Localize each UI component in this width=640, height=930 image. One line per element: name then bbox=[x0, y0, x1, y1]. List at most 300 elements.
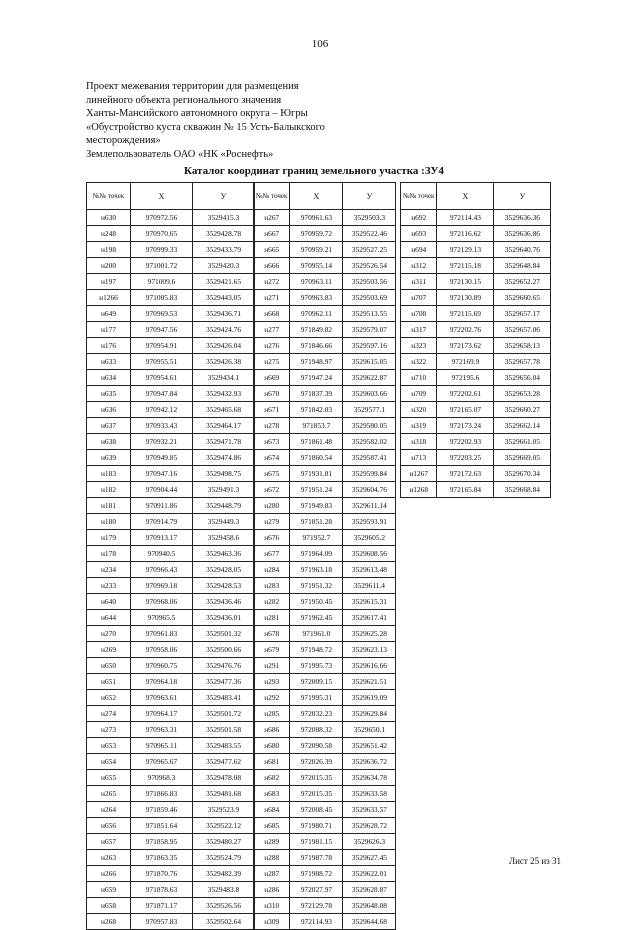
point-id: н650 bbox=[87, 658, 131, 674]
table-row bbox=[87, 866, 255, 882]
table-row bbox=[87, 482, 255, 498]
y-coordinate: 3529498.75 bbox=[193, 466, 255, 482]
x-coordinate: 971846.66 bbox=[290, 338, 343, 354]
y-coordinate: 3529428.78 bbox=[193, 226, 255, 242]
x-coordinate: 972015.35 bbox=[290, 786, 343, 802]
header-line: линейного объекта регионального значения bbox=[86, 94, 282, 106]
x-coordinate: 970969.18 bbox=[131, 578, 193, 594]
table-row bbox=[254, 738, 396, 754]
header-line: месторождения» bbox=[86, 135, 161, 147]
y-coordinate: 3529480.27 bbox=[193, 834, 255, 850]
x-coordinate: 971853.7 bbox=[290, 418, 343, 434]
x-coordinate: 972114.93 bbox=[290, 914, 343, 930]
y-coordinate: 3529482.39 bbox=[193, 866, 255, 882]
point-id: н685 bbox=[254, 818, 290, 834]
table-row bbox=[254, 498, 396, 514]
x-coordinate: 970970.65 bbox=[131, 226, 193, 242]
y-coordinate: 3529501.58 bbox=[193, 722, 255, 738]
y-coordinate: 3529636.86 bbox=[494, 226, 551, 242]
point-id: н320 bbox=[401, 402, 437, 418]
y-coordinate: 3529611.4 bbox=[343, 578, 396, 594]
point-id: н644 bbox=[87, 610, 131, 626]
y-coordinate: 3529426.04 bbox=[193, 338, 255, 354]
point-id: н198 bbox=[87, 242, 131, 258]
point-id: н264 bbox=[87, 802, 131, 818]
x-coordinate: 972203.25 bbox=[437, 450, 494, 466]
x-coordinate: 970904.44 bbox=[131, 482, 193, 498]
x-coordinate: 972202.93 bbox=[437, 434, 494, 450]
table-row bbox=[87, 370, 255, 386]
y-coordinate: 3529650.1 bbox=[343, 722, 396, 738]
point-id: н710 bbox=[401, 370, 437, 386]
column-header-y: У bbox=[494, 183, 551, 210]
point-id: н271 bbox=[254, 290, 290, 306]
x-coordinate: 972173.24 bbox=[437, 418, 494, 434]
table-row bbox=[401, 306, 551, 322]
y-coordinate: 3529615.31 bbox=[343, 594, 396, 610]
y-coordinate: 3529615.05 bbox=[343, 354, 396, 370]
y-coordinate: 3529522.12 bbox=[193, 818, 255, 834]
y-coordinate: 3529622.01 bbox=[343, 866, 396, 882]
x-coordinate: 970963.11 bbox=[290, 274, 343, 290]
y-coordinate: 3529434.1 bbox=[193, 370, 255, 386]
x-coordinate: 972090.58 bbox=[290, 738, 343, 754]
point-id: н668 bbox=[254, 306, 290, 322]
table-row bbox=[254, 450, 396, 466]
table-row bbox=[254, 690, 396, 706]
table-row bbox=[87, 754, 255, 770]
y-coordinate: 3529668.84 bbox=[494, 482, 551, 498]
x-coordinate: 970968.3 bbox=[131, 770, 193, 786]
table-row bbox=[254, 562, 396, 578]
point-id: н183 bbox=[87, 466, 131, 482]
point-id: н681 bbox=[254, 754, 290, 770]
table-row bbox=[254, 578, 396, 594]
coordinates-table-1 bbox=[86, 182, 255, 930]
y-coordinate: 3529579.07 bbox=[343, 322, 396, 338]
point-id: н283 bbox=[254, 578, 290, 594]
x-coordinate: 972165.07 bbox=[437, 402, 494, 418]
y-coordinate: 3529587.41 bbox=[343, 450, 396, 466]
y-coordinate: 3529621.51 bbox=[343, 674, 396, 690]
table-row bbox=[254, 770, 396, 786]
y-coordinate: 3529415.3 bbox=[193, 210, 255, 226]
x-coordinate: 972169.9 bbox=[437, 354, 494, 370]
y-coordinate: 3529477.36 bbox=[193, 674, 255, 690]
point-id: н1268 bbox=[401, 482, 437, 498]
column-header-x: X bbox=[437, 183, 494, 210]
table-row bbox=[254, 866, 396, 882]
point-id: н293 bbox=[254, 674, 290, 690]
y-coordinate: 3529476.76 bbox=[193, 658, 255, 674]
point-id: н180 bbox=[87, 514, 131, 530]
table-row bbox=[401, 370, 551, 386]
y-coordinate: 3529626.3 bbox=[343, 834, 396, 850]
point-id: н248 bbox=[87, 226, 131, 242]
x-coordinate: 971005.83 bbox=[131, 290, 193, 306]
y-coordinate: 3529660.65 bbox=[494, 290, 551, 306]
x-coordinate: 971001.72 bbox=[131, 258, 193, 274]
x-coordinate: 971964.09 bbox=[290, 546, 343, 562]
y-coordinate: 3529433.79 bbox=[193, 242, 255, 258]
table-header-row bbox=[254, 183, 396, 210]
x-coordinate: 972114.43 bbox=[437, 210, 494, 226]
y-coordinate: 3529657.78 bbox=[494, 354, 551, 370]
point-id: н178 bbox=[87, 546, 131, 562]
y-coordinate: 3529463.36 bbox=[193, 546, 255, 562]
x-coordinate: 972088.32 bbox=[290, 722, 343, 738]
x-coordinate: 971849.82 bbox=[290, 322, 343, 338]
point-id: н177 bbox=[87, 322, 131, 338]
point-id: н658 bbox=[87, 898, 131, 914]
table-row bbox=[401, 386, 551, 402]
point-id: н651 bbox=[87, 674, 131, 690]
table-row bbox=[254, 674, 396, 690]
x-coordinate: 971860.54 bbox=[290, 450, 343, 466]
y-coordinate: 3529428.05 bbox=[193, 562, 255, 578]
y-coordinate: 3529597.16 bbox=[343, 338, 396, 354]
table-row bbox=[87, 690, 255, 706]
table-row bbox=[87, 546, 255, 562]
point-id: н1267 bbox=[401, 466, 437, 482]
x-coordinate: 971987.78 bbox=[290, 850, 343, 866]
x-coordinate: 972026.39 bbox=[290, 754, 343, 770]
catalog-title: Каталог координат границ земельного участка :ЗУ4 bbox=[184, 165, 444, 177]
table-row bbox=[401, 434, 551, 450]
point-id: н669 bbox=[254, 370, 290, 386]
table-row bbox=[254, 514, 396, 530]
table-row bbox=[254, 354, 396, 370]
coordinates-table-3 bbox=[400, 182, 551, 498]
table-row bbox=[87, 386, 255, 402]
x-coordinate: 971863.35 bbox=[131, 850, 193, 866]
x-coordinate: 972116.62 bbox=[437, 226, 494, 242]
table-row bbox=[87, 306, 255, 322]
y-coordinate: 3529523.9 bbox=[193, 802, 255, 818]
point-id: н1266 bbox=[87, 290, 131, 306]
x-coordinate: 972172.63 bbox=[437, 466, 494, 482]
y-coordinate: 3529478.08 bbox=[193, 770, 255, 786]
point-id: н693 bbox=[401, 226, 437, 242]
point-id: н675 bbox=[254, 466, 290, 482]
x-coordinate: 971950.45 bbox=[290, 594, 343, 610]
table-row bbox=[87, 354, 255, 370]
table-row bbox=[254, 786, 396, 802]
point-id: н265 bbox=[87, 786, 131, 802]
y-coordinate: 3529458.6 bbox=[193, 530, 255, 546]
y-coordinate: 3529648.08 bbox=[343, 898, 396, 914]
y-coordinate: 3529644.68 bbox=[343, 914, 396, 930]
table-row bbox=[254, 658, 396, 674]
coordinates-table-2 bbox=[253, 182, 396, 930]
x-coordinate: 972202.61 bbox=[437, 386, 494, 402]
x-coordinate: 970965.67 bbox=[131, 754, 193, 770]
header-line: Ханты-Мансийского автономного округа – Югры bbox=[86, 108, 308, 120]
point-id: н649 bbox=[87, 306, 131, 322]
table-row bbox=[87, 850, 255, 866]
x-coordinate: 970933.43 bbox=[131, 418, 193, 434]
x-coordinate: 972195.6 bbox=[437, 370, 494, 386]
y-coordinate: 3529628.72 bbox=[343, 818, 396, 834]
point-id: н639 bbox=[87, 450, 131, 466]
y-coordinate: 3529513.55 bbox=[343, 306, 396, 322]
y-coordinate: 3529660.27 bbox=[494, 402, 551, 418]
table-row bbox=[87, 802, 255, 818]
point-id: н272 bbox=[254, 274, 290, 290]
column-header-y: У bbox=[343, 183, 396, 210]
y-coordinate: 3529503.56 bbox=[343, 274, 396, 290]
table-row bbox=[254, 386, 396, 402]
x-coordinate: 970959.21 bbox=[290, 242, 343, 258]
y-coordinate: 3529616.66 bbox=[343, 658, 396, 674]
y-coordinate: 3529443.05 bbox=[193, 290, 255, 306]
table-row bbox=[254, 546, 396, 562]
table-row bbox=[87, 738, 255, 754]
y-coordinate: 3529604.76 bbox=[343, 482, 396, 498]
y-coordinate: 3529662.14 bbox=[494, 418, 551, 434]
point-id: н707 bbox=[401, 290, 437, 306]
x-coordinate: 972130.15 bbox=[437, 274, 494, 290]
x-coordinate: 970964.18 bbox=[131, 674, 193, 690]
y-coordinate: 3529603.66 bbox=[343, 386, 396, 402]
table-row bbox=[254, 850, 396, 866]
y-coordinate: 3529448.79 bbox=[193, 498, 255, 514]
point-id: н276 bbox=[254, 338, 290, 354]
x-coordinate: 972129.13 bbox=[437, 242, 494, 258]
column-header-point: №№ точек bbox=[87, 183, 131, 210]
x-coordinate: 971009.6 bbox=[131, 274, 193, 290]
x-coordinate: 971995.31 bbox=[290, 690, 343, 706]
table-row bbox=[254, 466, 396, 482]
y-coordinate: 3529653.28 bbox=[494, 386, 551, 402]
point-id: н181 bbox=[87, 498, 131, 514]
point-id: н694 bbox=[401, 242, 437, 258]
point-id: н182 bbox=[87, 482, 131, 498]
y-coordinate: 3529464.17 bbox=[193, 418, 255, 434]
table-row bbox=[87, 402, 255, 418]
x-coordinate: 971951.24 bbox=[290, 482, 343, 498]
header-line: «Обустройство куста скважин № 15 Усть-Балыкского bbox=[86, 121, 325, 133]
x-coordinate: 970911.86 bbox=[131, 498, 193, 514]
point-id: н635 bbox=[87, 386, 131, 402]
x-coordinate: 971961.0 bbox=[290, 626, 343, 642]
point-id: н309 bbox=[254, 914, 290, 930]
table-row bbox=[254, 626, 396, 642]
point-id: н292 bbox=[254, 690, 290, 706]
y-coordinate: 3529436.46 bbox=[193, 594, 255, 610]
y-coordinate: 3529501.32 bbox=[193, 626, 255, 642]
table-row bbox=[254, 594, 396, 610]
point-id: н678 bbox=[254, 626, 290, 642]
point-id: н200 bbox=[87, 258, 131, 274]
x-coordinate: 970955.51 bbox=[131, 354, 193, 370]
x-coordinate: 972129.78 bbox=[290, 898, 343, 914]
point-id: н679 bbox=[254, 642, 290, 658]
table-row bbox=[254, 226, 396, 242]
point-id: н684 bbox=[254, 802, 290, 818]
point-id: н234 bbox=[87, 562, 131, 578]
table-row bbox=[401, 402, 551, 418]
point-id: н655 bbox=[87, 770, 131, 786]
y-coordinate: 3529605.2 bbox=[343, 530, 396, 546]
point-id: н291 bbox=[254, 658, 290, 674]
point-id: н269 bbox=[87, 642, 131, 658]
y-coordinate: 3529436.71 bbox=[193, 306, 255, 322]
table-row bbox=[87, 466, 255, 482]
table-row bbox=[87, 434, 255, 450]
x-coordinate: 970940.5 bbox=[131, 546, 193, 562]
table-row bbox=[254, 898, 396, 914]
x-coordinate: 970965.5 bbox=[131, 610, 193, 626]
point-id: н288 bbox=[254, 850, 290, 866]
table-row bbox=[254, 290, 396, 306]
table-row bbox=[401, 418, 551, 434]
point-id: н640 bbox=[87, 594, 131, 610]
x-coordinate: 970961.63 bbox=[290, 210, 343, 226]
x-coordinate: 970963.83 bbox=[290, 290, 343, 306]
y-coordinate: 3529483.55 bbox=[193, 738, 255, 754]
y-coordinate: 3529669.05 bbox=[494, 450, 551, 466]
table-row bbox=[87, 674, 255, 690]
table-row bbox=[401, 258, 551, 274]
point-id: н672 bbox=[254, 482, 290, 498]
x-coordinate: 971842.03 bbox=[290, 402, 343, 418]
point-id: н270 bbox=[87, 626, 131, 642]
y-coordinate: 3529477.62 bbox=[193, 754, 255, 770]
x-coordinate: 970968.06 bbox=[131, 594, 193, 610]
table-row bbox=[87, 530, 255, 546]
y-coordinate: 3529500.66 bbox=[193, 642, 255, 658]
table-row bbox=[254, 818, 396, 834]
y-coordinate: 3529633.57 bbox=[343, 802, 396, 818]
x-coordinate: 971952.7 bbox=[290, 530, 343, 546]
table-row bbox=[254, 210, 396, 226]
x-coordinate: 972009.15 bbox=[290, 674, 343, 690]
y-coordinate: 3529640.76 bbox=[494, 242, 551, 258]
y-coordinate: 3529608.56 bbox=[343, 546, 396, 562]
table-row bbox=[87, 450, 255, 466]
y-coordinate: 3529599.84 bbox=[343, 466, 396, 482]
table-row bbox=[254, 802, 396, 818]
y-coordinate: 3529522.46 bbox=[343, 226, 396, 242]
x-coordinate: 970954.91 bbox=[131, 338, 193, 354]
table-row bbox=[87, 498, 255, 514]
table-row bbox=[254, 258, 396, 274]
table-row bbox=[401, 338, 551, 354]
point-id: н284 bbox=[254, 562, 290, 578]
y-coordinate: 3529449.3 bbox=[193, 514, 255, 530]
table-row bbox=[87, 514, 255, 530]
x-coordinate: 971948.97 bbox=[290, 354, 343, 370]
table-row bbox=[254, 322, 396, 338]
x-coordinate: 971870.76 bbox=[131, 866, 193, 882]
table-row bbox=[254, 610, 396, 626]
column-header-x: X bbox=[131, 183, 193, 210]
point-id: н266 bbox=[87, 866, 131, 882]
table-row bbox=[254, 482, 396, 498]
sheet-counter: Лист 25 из 31 bbox=[509, 856, 561, 866]
point-id: н667 bbox=[254, 226, 290, 242]
table-row bbox=[254, 370, 396, 386]
y-coordinate: 3529648.84 bbox=[494, 258, 551, 274]
point-id: н176 bbox=[87, 338, 131, 354]
table-row bbox=[254, 242, 396, 258]
x-coordinate: 971981.15 bbox=[290, 834, 343, 850]
x-coordinate: 970962.11 bbox=[290, 306, 343, 322]
point-id: н268 bbox=[87, 914, 131, 930]
point-id: н233 bbox=[87, 578, 131, 594]
table-row bbox=[401, 242, 551, 258]
table-row bbox=[254, 306, 396, 322]
x-coordinate: 971861.48 bbox=[290, 434, 343, 450]
x-coordinate: 970947.16 bbox=[131, 466, 193, 482]
x-coordinate: 972027.97 bbox=[290, 882, 343, 898]
point-id: н289 bbox=[254, 834, 290, 850]
x-coordinate: 970947.56 bbox=[131, 322, 193, 338]
table-row bbox=[254, 706, 396, 722]
table-row bbox=[87, 242, 255, 258]
point-id: н692 bbox=[401, 210, 437, 226]
y-coordinate: 3529628.87 bbox=[343, 882, 396, 898]
x-coordinate: 972015.35 bbox=[290, 770, 343, 786]
point-id: н654 bbox=[87, 754, 131, 770]
table-row bbox=[87, 210, 255, 226]
y-coordinate: 3529474.86 bbox=[193, 450, 255, 466]
table-row bbox=[401, 354, 551, 370]
x-coordinate: 970960.75 bbox=[131, 658, 193, 674]
point-id: н713 bbox=[401, 450, 437, 466]
point-id: н666 bbox=[254, 258, 290, 274]
y-coordinate: 3529471.78 bbox=[193, 434, 255, 450]
point-id: н311 bbox=[401, 274, 437, 290]
y-coordinate: 3529577.1 bbox=[343, 402, 396, 418]
header-line: Землепользователь ОАО «НК «Роснефть» bbox=[86, 148, 274, 160]
x-coordinate: 971963.18 bbox=[290, 562, 343, 578]
x-coordinate: 970957.83 bbox=[131, 914, 193, 930]
table-row bbox=[87, 258, 255, 274]
table-row bbox=[401, 322, 551, 338]
point-id: н673 bbox=[254, 434, 290, 450]
table-row bbox=[254, 722, 396, 738]
point-id: н670 bbox=[254, 386, 290, 402]
table-row bbox=[87, 834, 255, 850]
x-coordinate: 972130.89 bbox=[437, 290, 494, 306]
point-id: н322 bbox=[401, 354, 437, 370]
x-coordinate: 971859.46 bbox=[131, 802, 193, 818]
y-coordinate: 3529656.04 bbox=[494, 370, 551, 386]
y-coordinate: 3529627.45 bbox=[343, 850, 396, 866]
y-coordinate: 3529625.28 bbox=[343, 626, 396, 642]
table-row bbox=[87, 594, 255, 610]
point-id: н310 bbox=[254, 898, 290, 914]
y-coordinate: 3529424.76 bbox=[193, 322, 255, 338]
point-id: н659 bbox=[87, 882, 131, 898]
x-coordinate: 971980.71 bbox=[290, 818, 343, 834]
x-coordinate: 971931.81 bbox=[290, 466, 343, 482]
point-id: н273 bbox=[87, 722, 131, 738]
x-coordinate: 970914.79 bbox=[131, 514, 193, 530]
x-coordinate: 971878.63 bbox=[131, 882, 193, 898]
page-number: 106 bbox=[311, 38, 329, 50]
point-id: н179 bbox=[87, 530, 131, 546]
table-row bbox=[254, 914, 396, 930]
point-id: н286 bbox=[254, 882, 290, 898]
point-id: н674 bbox=[254, 450, 290, 466]
table-row bbox=[401, 290, 551, 306]
table-row bbox=[87, 578, 255, 594]
x-coordinate: 971851.28 bbox=[290, 514, 343, 530]
point-id: н278 bbox=[254, 418, 290, 434]
